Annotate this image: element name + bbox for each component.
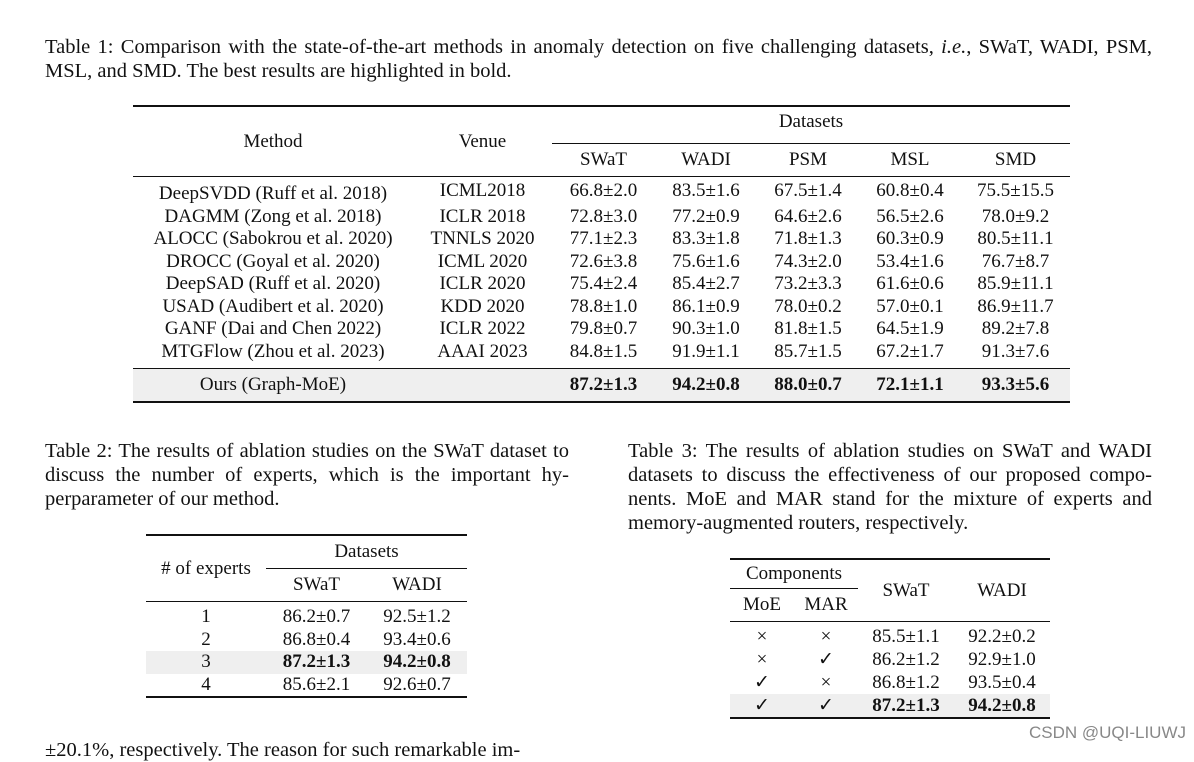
table2-value-cell: 92.6±0.7 — [383, 673, 451, 695]
table3-header-components: Components — [730, 559, 858, 589]
table1-caption-text-2: , SWaT, WADI, PSM, MSL, and SMD. The best results are highlighted in bold. — [45, 36, 1153, 82]
table2-row — [146, 602, 467, 629]
table1-col-header: PSM — [757, 144, 859, 177]
table1-method-cell: MTGFlow (Zhou et al. 2023) — [161, 340, 385, 362]
table1-ours-method: Ours (Graph-MoE) — [133, 369, 413, 403]
table1-value-cell: 86.1±0.9 — [672, 295, 740, 317]
table1-ours-cell: 93.3±5.6 — [961, 369, 1070, 403]
table3-col-header: WADI — [954, 559, 1050, 622]
table1-ours-venue — [413, 369, 552, 403]
table2-experts-cell: 2 — [201, 628, 211, 650]
table1-value-cell: 85.7±1.5 — [774, 340, 842, 362]
table3-header-moe: MoE — [730, 589, 794, 622]
table1-value-cell: 73.2±3.3 — [774, 273, 842, 295]
table3-value-cell: 87.2±1.3 — [858, 694, 954, 718]
table1-row — [133, 273, 1070, 296]
table3-col-header: SWaT — [858, 559, 954, 622]
table1-value-cell: 72.8±3.0 — [569, 205, 638, 227]
table2-row — [146, 651, 467, 674]
table1-caption — [45, 35, 1152, 83]
table1-value-cell: 72.6±3.8 — [569, 250, 638, 272]
table2-value-cell: 92.5±1.2 — [383, 606, 451, 628]
table1-value-cell: 53.4±1.6 — [876, 250, 944, 272]
table1-value-cell: 81.8±1.5 — [774, 318, 842, 340]
table1-value-cell: 91.3±7.6 — [981, 340, 1050, 362]
table2-value-cell: 93.4±0.6 — [383, 628, 451, 650]
table1-value-cell: 83.3±1.8 — [672, 228, 740, 250]
watermark: CSDN @UQI-LIUWJ — [1028, 723, 1186, 742]
table3-value-cell: 92.2±0.2 — [968, 626, 1036, 647]
table1-venue-cell: AAAI 2023 — [437, 340, 528, 362]
body-text-fragment: ±20.1%, respectively. The reason for such remarkable im- — [45, 739, 521, 761]
table3-moe-cell: × — [756, 626, 768, 647]
table1-value-cell: 67.5±1.4 — [774, 180, 842, 202]
table2-value-cell: 86.8±0.4 — [282, 628, 351, 650]
table1-col-header: SMD — [961, 144, 1070, 177]
table1-value-cell: 66.8±2.0 — [569, 180, 638, 202]
table3-mar-cell: × — [820, 626, 832, 647]
table1-caption-label: Table 1: — [45, 36, 114, 58]
table2-header-experts: # of experts — [146, 535, 266, 602]
table2-experts-cell: 1 — [201, 606, 211, 628]
table3-mar-cell: ✓ — [794, 694, 858, 718]
table2-experts-cell: 4 — [201, 673, 211, 695]
table3-row — [730, 671, 1050, 694]
table1-value-cell: 57.0±0.1 — [876, 295, 944, 317]
table1-method-cell: DeepSVDD (Ruff et al. 2018) — [158, 183, 388, 205]
table1-ours-cell: 94.2±0.8 — [655, 369, 757, 403]
table2-value-cell: 87.2±1.3 — [266, 651, 367, 674]
table1-value-cell: 64.5±1.9 — [876, 318, 944, 340]
table1-row — [133, 206, 1070, 229]
table3-value-cell: 93.5±0.4 — [968, 671, 1036, 693]
table1-value-cell: 60.3±0.9 — [876, 228, 944, 250]
table1-value-cell: 75.6±1.6 — [672, 250, 740, 272]
table1-col-header: WADI — [655, 144, 757, 177]
table1-header-venue: Venue — [413, 106, 552, 177]
table3 — [730, 558, 1050, 719]
table3-caption-text: The results of ablation studies on SWaT and WADI datasets to discuss the effectiveness of our proposed compo-nents. MoE and MAR stand for the mixture of experts and memory-augmented routers, respectively. — [628, 440, 1152, 534]
table2-col-header: WADI — [367, 569, 467, 602]
table2-col-header: SWaT — [266, 569, 367, 602]
table3-moe-cell: ✓ — [754, 672, 770, 693]
table1-value-cell: 77.2±0.9 — [672, 205, 740, 227]
table2-caption-label: Table 2: — [45, 440, 113, 462]
table1-row — [133, 228, 1070, 251]
table2-row — [146, 629, 467, 652]
table3-caption — [628, 439, 1152, 535]
table3-value-cell: 92.9±1.0 — [968, 648, 1036, 670]
table1-value-cell: 79.8±0.7 — [569, 318, 638, 340]
table1-ours-cell: 88.0±0.7 — [757, 369, 859, 403]
table1-value-cell: 90.3±1.0 — [672, 318, 740, 340]
table1-venue-cell: KDD 2020 — [440, 295, 525, 317]
table1-value-cell: 91.9±1.1 — [672, 340, 740, 362]
table1-row — [133, 251, 1070, 274]
table1-value-cell: 77.1±2.3 — [569, 228, 638, 250]
table1-value-cell: 64.6±2.6 — [774, 205, 842, 227]
table1-venue-cell: ICLR 2020 — [439, 273, 526, 295]
table1-value-cell: 83.5±1.6 — [672, 180, 740, 202]
table1-value-cell: 78.0±0.2 — [774, 295, 842, 317]
table1-row — [133, 296, 1070, 319]
table1-row — [133, 318, 1070, 341]
table3-value-cell: 94.2±0.8 — [954, 694, 1050, 718]
table3-mar-cell: ✓ — [818, 649, 834, 670]
table1-col-header: MSL — [859, 144, 961, 177]
table3-moe-cell: ✓ — [730, 694, 794, 718]
table1-value-cell: 71.8±1.3 — [774, 228, 842, 250]
table3-row — [730, 694, 1050, 718]
table1-value-cell: 60.8±0.4 — [876, 180, 944, 202]
table3-mar-cell: × — [820, 671, 832, 693]
table1-value-cell: 78.8±1.0 — [569, 295, 638, 317]
table2-caption — [45, 439, 569, 511]
table1-value-cell: 89.2±7.8 — [981, 318, 1050, 340]
table3-row — [730, 648, 1050, 671]
table1-method-cell: GANF (Dai and Chen 2022) — [164, 318, 382, 340]
table1-value-cell: 75.4±2.4 — [569, 273, 638, 295]
table1-value-cell: 61.6±0.6 — [876, 273, 944, 295]
table3-caption-label: Table 3: — [628, 440, 698, 462]
table1-row — [133, 341, 1070, 369]
table1-method-cell: DAGMM (Zong et al. 2018) — [164, 205, 382, 227]
table2-value-cell: 94.2±0.8 — [367, 651, 467, 674]
table1-venue-cell: ICML 2020 — [437, 250, 528, 272]
table1-header-datasets: Datasets — [552, 106, 1070, 144]
table2-caption-text: The results of ablation studies on the SWaT dataset to discuss the number of experts, which is the important hy-perparameter of our method. — [45, 440, 569, 510]
table1-value-cell: 80.5±11.1 — [977, 228, 1054, 250]
table1-ours-cell: 87.2±1.3 — [552, 369, 655, 403]
table2 — [146, 534, 467, 698]
table3-value-cell: 86.2±1.2 — [872, 648, 940, 670]
table3-value-cell: 86.8±1.2 — [872, 671, 940, 693]
table1-header-method: Method — [133, 106, 413, 177]
table2-experts-cell: 3 — [146, 651, 266, 674]
table1-value-cell: 84.8±1.5 — [569, 340, 638, 362]
table1-value-cell: 78.0±9.2 — [981, 205, 1050, 227]
table1-venue-cell: ICLR 2022 — [439, 318, 526, 340]
table2-row — [146, 674, 467, 698]
table1-venue-cell: ICLR 2018 — [439, 205, 526, 227]
table3-row — [730, 622, 1050, 649]
table1-ours-cell: 72.1±1.1 — [859, 369, 961, 403]
table2-value-cell: 85.6±2.1 — [282, 673, 351, 695]
table1-method-cell: DROCC (Goyal et al. 2020) — [166, 250, 380, 272]
table1-row-ours — [133, 369, 1070, 403]
table3-header-mar: MAR — [794, 589, 858, 622]
table1-caption-text: Comparison with the state-of-the-art methods in anomaly detection on five challenging datasets, — [113, 36, 942, 58]
table1-value-cell: 67.2±1.7 — [876, 340, 944, 362]
table1-value-cell: 86.9±11.7 — [977, 295, 1054, 317]
table1-value-cell: 75.5±15.5 — [977, 180, 1054, 202]
table1-value-cell: 76.7±8.7 — [981, 250, 1050, 272]
table1-value-cell: 74.3±2.0 — [774, 250, 842, 272]
table1-value-cell: 85.9±11.1 — [977, 273, 1054, 295]
table1-method-cell: ALOCC (Sabokrou et al. 2020) — [153, 228, 393, 250]
table2-header-datasets: Datasets — [266, 535, 467, 569]
table1-value-cell: 56.5±2.6 — [876, 205, 944, 227]
table1-method-cell: DeepSAD (Ruff et al. 2020) — [165, 273, 381, 295]
table1-row — [133, 177, 1070, 206]
table3-moe-cell: × — [756, 648, 768, 670]
table3-value-cell: 85.5±1.1 — [872, 626, 940, 647]
table1-venue-cell: ICML2018 — [439, 180, 526, 202]
table1-col-header: SWaT — [552, 144, 655, 177]
table1-venue-cell: TNNLS 2020 — [430, 228, 535, 250]
table1-value-cell: 85.4±2.7 — [672, 273, 740, 295]
table1 — [133, 105, 1070, 403]
table1-caption-ie: i.e. — [941, 36, 967, 58]
table2-value-cell: 86.2±0.7 — [282, 606, 351, 628]
table1-method-cell: USAD (Audibert et al. 2020) — [162, 295, 384, 317]
